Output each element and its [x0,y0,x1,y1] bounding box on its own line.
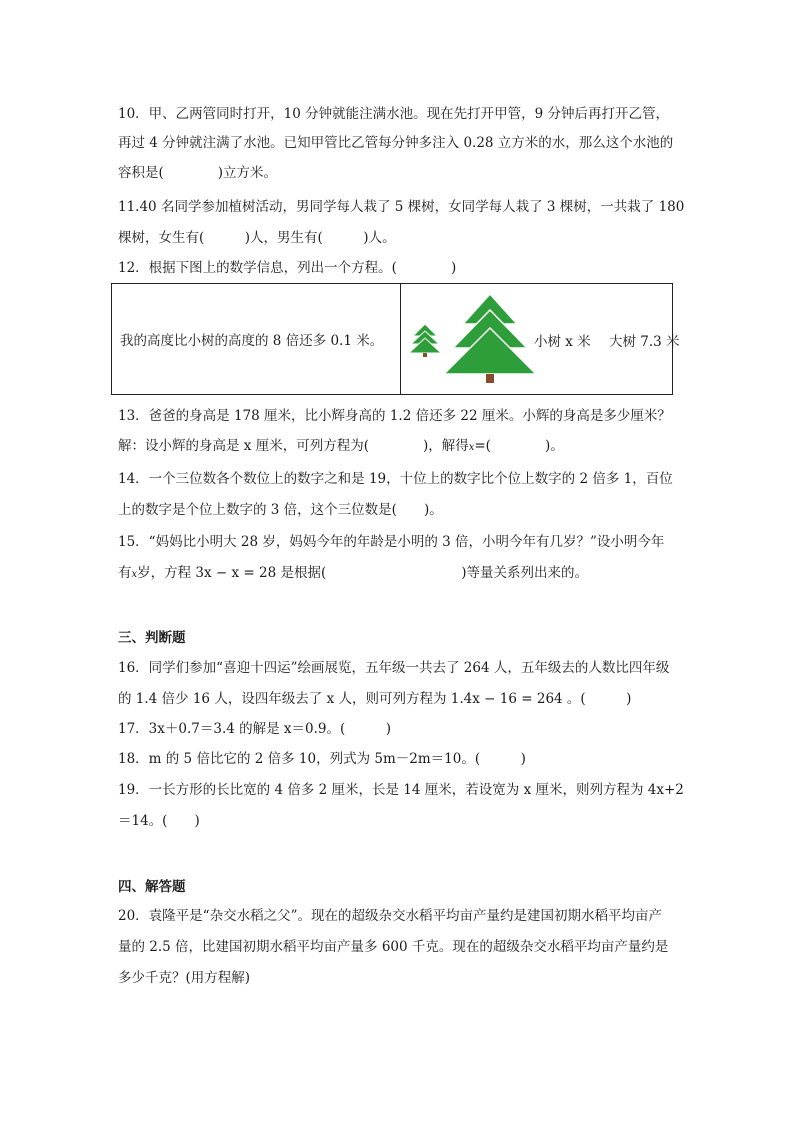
tree-illustration [401,284,680,394]
question-15-text-a: 有 [118,565,132,581]
speech-text: 我的高度比小树的高度的 8 倍还多 0.1 米。 [112,284,401,394]
question-10-line-3: 容积是( )立方米。 [118,165,278,181]
question-16-line-2: 的 1.4 倍少 16 人，设四年级去了 x 人，则可列方程为 1.4x − 16 = 264 。( ) [118,691,632,707]
question-19-line-1: 19．一长方形的长比宽的 4 倍多 2 厘米，长是 14 厘米，若设宽为 x 厘米，则列方程为 4x+2 [118,782,684,798]
question-15-line-2 [118,557,683,591]
question-13-text-a: 解：设小辉的身高是 x 厘米，可列方程为( )，解得 [118,438,469,454]
question-20-line-1: 20．袁隆平是“杂交水稻之父”。现在的超级杂交水稻平均亩产量约是建国初期水稻平均亩产 [118,908,662,924]
question-13-text-b: =( )。 [474,438,564,454]
question-20-line-2: 量的 2.5 倍，比建国初期水稻平均亩产量多 600 千克。现在的超级杂交水稻平均亩产量约是 [118,939,669,955]
question-10-line-1: 10．甲、乙两管同时打开，10 分钟就能注满水池。现在先打开甲管，9 分钟后再打开乙管， [118,106,670,122]
question-15-variable: x [131,569,138,580]
question-13-line-1: 13．爸爸的身高是 178 厘米，比小辉身高的 1.2 倍还多 22 厘米。小辉的身高是多少厘米？ [118,408,671,424]
question-15-text-b: 岁，方程 3x − x = 28 是根据( )等量关系列出来的。 [137,565,589,581]
question-20-line-3: 多少千克？(用方程解) [118,970,251,986]
question-10-line-2: 再过 4 分钟就注满了水池。已知甲管比乙管每分钟多注入 0.28 立方米的水，那么这个水池的 [118,135,674,151]
big-tree-icon [443,292,537,384]
question-14-line-2: 上的数字是个位上数字的 3 倍，这个三位数是( )。 [118,502,443,518]
question-13-line-2 [118,430,683,464]
question-11-line-2: 棵树，女生有( )人，男生有( )人。 [118,230,396,246]
big-tree-label: 大树 7.3 米 [609,334,680,350]
small-tree-label: 小树 x 米 [534,334,591,350]
question-18: 18．m 的 5 倍比它的 2 倍多 10，列式为 5m－2m＝10。( ) [118,751,526,767]
small-tree-icon [408,322,442,358]
section-3-heading: 三、判断题 [118,630,186,646]
question-15-line-1: 15．“妈妈比小明大 28 岁，妈妈今年的年龄是小明的 3 倍，小明今年有几岁？”设小明今年 [118,534,665,550]
section-4-heading: 四、解答题 [118,879,186,895]
question-19-line-2: ＝14。( ) [118,813,200,829]
question-17: 17．3x＋0.7＝3.4 的解是 x＝0.9。( ) [118,721,392,737]
question-12-line-1: 12．根据下图上的数学信息，列出一个方程。( ) [118,260,457,276]
question-11-line-1: 11.40 名同学参加植树活动，男同学每人栽了 5 棵树，女同学每人栽了 3 棵树，一共栽了 180 [118,199,685,215]
tree-figure-table [111,283,680,395]
question-14-line-1: 14．一个三位数各个数位上的数字之和是 19，十位上的数字比个位上数字的 2 倍多 1，百位 [118,471,673,487]
question-16-line-1: 16．同学们参加“喜迎十四运”绘画展览，五年级一共去了 264 人，五年级去的人数比四年级 [118,660,670,676]
question-13-variable: x [468,442,475,453]
